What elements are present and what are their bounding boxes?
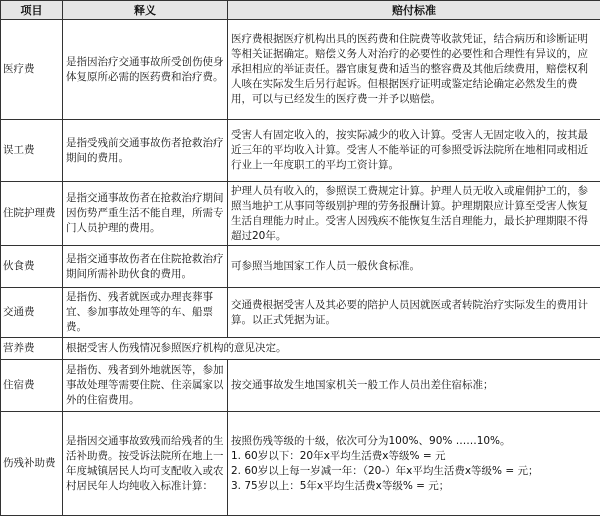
table-row (1, 182, 600, 246)
standard-line: 3. 75岁以上：5年x平均生活费x等级% = 元； (231, 479, 450, 492)
standard-line: 1. 60岁以下：20年x平均生活费x等级% = 元 (231, 449, 446, 462)
row-standard: 可参照当地国家工作人员一般伙食标准。 (228, 246, 600, 288)
header-meaning: 释义 (63, 1, 228, 20)
table-row (1, 20, 600, 120)
table-row (1, 120, 600, 182)
row-meaning: 是指因交通事故致残而给残者的生活补助费。按受诉法院所在地上一年度城镇居民人均可支配收入或农村居民年人均纯收入标准计算： (63, 412, 228, 516)
row-item: 伙食费 (1, 246, 63, 288)
table-row (1, 360, 600, 412)
row-item: 住宿费 (1, 360, 63, 412)
table-row (1, 288, 600, 338)
header-item: 项目 (1, 1, 63, 20)
row-meaning: 是指交通事故伤者在住院抢救治疗期间所需补助伙食的费用。 (63, 246, 228, 288)
table-row (1, 412, 600, 516)
row-standard: 受害人有固定收入的，按实际减少的收入计算。受害人无固定收入的，按其最近三年的平均收入计算。受害人不能举证的可参照受诉法院所在地相同或相近行业上一年度职工的平均工资计算。 (228, 120, 600, 182)
standard-line: 按照伤残等级的十级，依次可分为100%、90% ……10%。 (231, 434, 511, 447)
table-row (1, 246, 600, 288)
row-meaning: 是指伤、残者到外地就医等，参加事故处理等需要住院、住亲属家以外的住宿费用。 (63, 360, 228, 412)
row-item: 医疗费 (1, 20, 63, 120)
row-item: 误工费 (1, 120, 63, 182)
row-meaning: 是指受残前交通事故伤者抢救治疗期间的费用。 (63, 120, 228, 182)
row-item: 营养费 (1, 338, 63, 360)
row-standard: 交通费根据受害人及其必要的陪护人员因就医或者转院治疗实际发生的费用计算。以正式凭据为证。 (228, 288, 600, 338)
table-header-row (1, 1, 600, 20)
row-standard: 医疗费根据医疗机构出具的医药费和住院费等收款凭证，结合病历和诊断证明等相关证据确定。赔偿义务人对治疗的必要性的必要性和合理性有异议的，应承担相应的举证责任。器官康复费和适当的整容费及其他后续费用，赔偿权利人咳在实际发生后另行起诉。但根据医疗证明或鉴定结论确定必然发生的费用，可以与已经发生的医疗费一并予以赔偿。 (228, 20, 600, 120)
header-standard: 赔付标准 (228, 1, 600, 20)
row-standard: 按交通事故发生地国家机关一般工作人员出差住宿标准； (228, 360, 600, 412)
row-meaning: 是指交通事故伤者在抢救治疗期间因伤势严重生活不能自理，所需专门人员护理的费用。 (63, 182, 228, 246)
standard-line: 2. 60岁以上每一岁减一年：（20-）年x平均生活费x等级% = 元； (231, 464, 539, 477)
row-meaning: 是指伤、残者就医或办理丧葬事宜、参加事故处理等的车、船票费。 (63, 288, 228, 338)
row-standard (228, 412, 600, 516)
row-item: 住院护理费 (1, 182, 63, 246)
table-row (1, 338, 600, 360)
row-meaning: 是指因治疗交通事故所受创伤使身体复原所必需的医药费和治疗费。 (63, 20, 228, 120)
row-item: 伤残补助费 (1, 412, 63, 516)
row-item: 交通费 (1, 288, 63, 338)
row-standard: 护理人员有收入的，参照误工费规定计算。护理人员无收入或雇佣护工的，参照当地护工从事同等级别护理的劳务报酬计算。护理期限应计算至受害人恢复生活自理能力时止。受害人因残疾不能恢复生活自理能力，最长护理期限不得超过20年。 (228, 182, 600, 246)
row-merged-description: 根据受害人伤残情况参照医疗机构的意见决定。 (63, 338, 600, 360)
